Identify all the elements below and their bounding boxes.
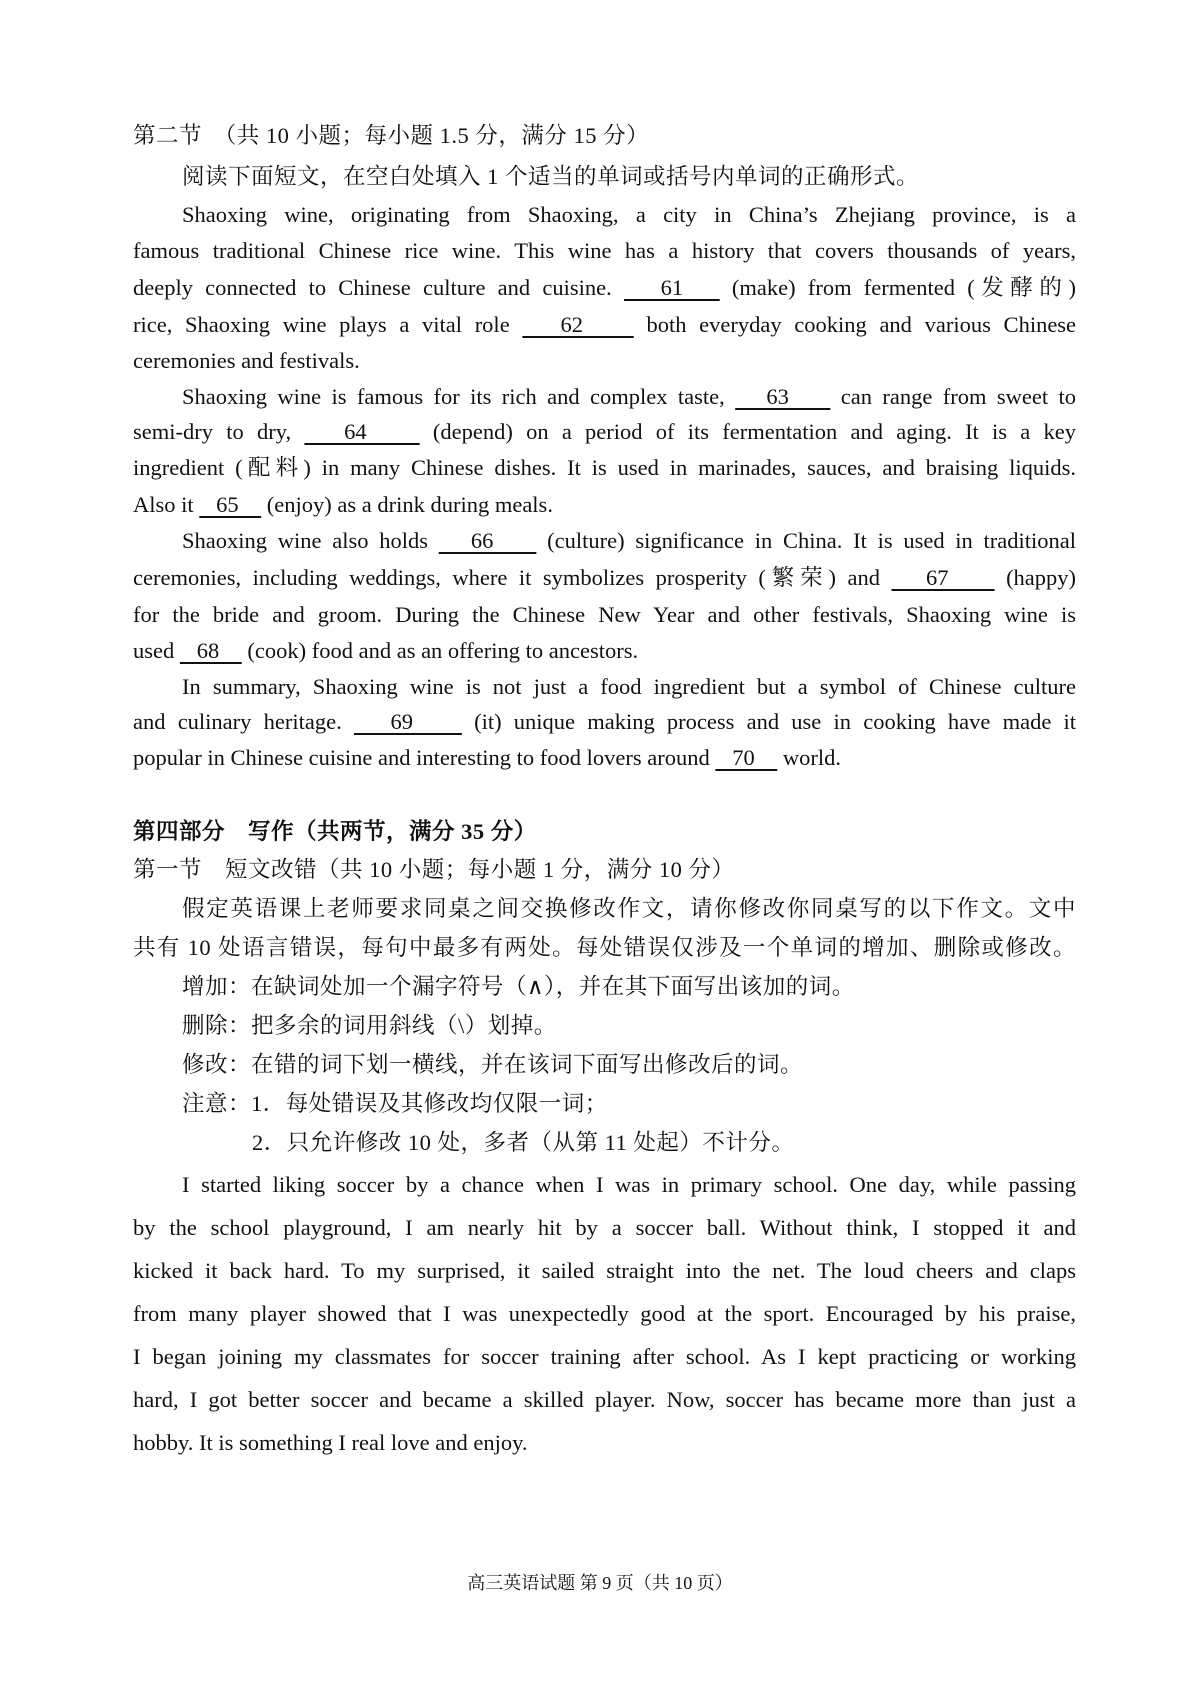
passage-line xyxy=(182,526,1076,556)
note-1: 注意：1．每处错误及其修改均仅限一词； xyxy=(182,1091,608,1116)
essay-line: from many player showed that I was unexpectedly good at the sport. Encouraged by his praise, xyxy=(133,1301,1076,1326)
passage-line xyxy=(133,563,1076,593)
passage-text: (culture) significance in China. It is used in traditional xyxy=(547,528,1077,553)
passage-text: world. xyxy=(782,745,841,770)
passage-line: Shaoxing wine, originating from Shaoxing, a city in China’s Zhejiang province, is a xyxy=(182,202,1076,227)
passage-text: semi-dry to dry, xyxy=(133,419,292,444)
rule-delete: 删除：把多余的词用斜线（\）划掉。 xyxy=(182,1013,557,1038)
passage-line xyxy=(133,743,1076,773)
passage-text: rice, Shaoxing wine plays a vital role xyxy=(133,312,510,337)
passage-text: deeply connected to Chinese culture and cuisine. xyxy=(133,275,612,300)
section-heading: 第一节 短文改错（共 10 小题；每小题 1 分，满分 10 分） xyxy=(133,857,735,882)
page-footer: 高三英语试题 第 9 页（共 10 页） xyxy=(467,1573,733,1593)
passage-text: both everyday cooking and various Chinese xyxy=(646,312,1077,337)
part-heading: 第四部分 写作（共两节，满分 35 分） xyxy=(133,819,537,844)
essay-line: I started liking soccer by a chance when I was in primary school. One day, while passing xyxy=(182,1172,1076,1197)
section-instruction: 共有 10 处语言错误，每句中最多有两处。每处错误仅涉及一个单词的增加、删除或修改。 xyxy=(133,935,1076,960)
blank-63: 63 xyxy=(735,384,831,409)
blank-68: 68 xyxy=(179,638,242,663)
essay-line: hard, I got better soccer and became a skilled player. Now, soccer has became more than just a xyxy=(133,1387,1076,1412)
essay-line: hobby. It is something I real love and enjoy. xyxy=(133,1430,528,1455)
blank-65: 65 xyxy=(199,492,262,517)
blank-62: 62 xyxy=(522,312,634,337)
passage-text: (depend) on a period of its fermentation and aging. It is a key xyxy=(432,419,1077,444)
passage-line xyxy=(182,382,1076,412)
passage-text: (enjoy) as a drink during meals. xyxy=(266,492,553,517)
passage-line xyxy=(133,707,1076,737)
rule-add: 增加：在缺词处加一个漏字符号（∧），并在其下面写出该加的词。 xyxy=(182,974,855,999)
passage-line: ceremonies and festivals. xyxy=(133,348,360,373)
passage-line: famous traditional Chinese rice wine. This wine has a history that covers thousands of years, xyxy=(133,238,1076,263)
passage-text: can range from sweet to xyxy=(840,384,1077,409)
passage-line xyxy=(133,490,1076,520)
passage-text: Also it xyxy=(133,492,194,517)
passage-text: used xyxy=(133,638,175,663)
essay-line: by the school playground, I am nearly hit by a soccer ball. Without think, I stopped it and xyxy=(133,1215,1076,1240)
passage-line xyxy=(133,273,1076,303)
passage-line xyxy=(133,310,1076,340)
passage-text: Shaoxing wine also holds xyxy=(182,528,428,553)
passage-text: ceremonies, including weddings, where it symbolizes prosperity (繁荣) and xyxy=(133,565,880,590)
passage-line: ingredient (配料) in many Chinese dishes. It is used in marinades, sauces, and braising liquids. xyxy=(133,455,1076,480)
section-instruction: 假定英语课上老师要求同桌之间交换修改作文，请你修改你同桌写的以下作文。文中 xyxy=(182,896,1076,921)
essay-line: kicked it back hard. To my surprised, it sailed straight into the net. The loud cheers and claps xyxy=(133,1258,1076,1283)
passage-text: (happy) xyxy=(1006,565,1077,590)
passage-text: (it) unique making process and use in cooking have made it xyxy=(474,709,1077,734)
passage-text: and culinary heritage. xyxy=(133,709,342,734)
blank-66: 66 xyxy=(438,528,537,553)
blank-70: 70 xyxy=(715,745,778,770)
blank-67: 67 xyxy=(891,565,995,590)
blank-61: 61 xyxy=(623,275,720,300)
section-heading: 第二节 （共 10 小题；每小题 1.5 分，满分 15 分） xyxy=(133,123,650,148)
passage-text: (cook) food and as an offering to ancestors. xyxy=(247,638,639,663)
rule-modify: 修改：在错的词下划一横线，并在该词下面写出修改后的词。 xyxy=(182,1052,804,1077)
blank-69: 69 xyxy=(353,709,462,734)
passage-line xyxy=(133,417,1076,447)
note-2: 2．只允许修改 10 处，多者（从第 11 处起）不计分。 xyxy=(252,1130,795,1155)
passage-line: for the bride and groom. During the Chinese New Year and other festivals, Shaoxing wine is xyxy=(133,602,1076,627)
passage-text: Shaoxing wine is famous for its rich and complex taste, xyxy=(182,384,725,409)
passage-text: popular in Chinese cuisine and interesting to food lovers around xyxy=(133,745,710,770)
passage-text: (make) from fermented (发酵的) xyxy=(731,275,1077,300)
passage-line: In summary, Shaoxing wine is not just a food ingredient but a symbol of Chinese culture xyxy=(182,674,1076,699)
passage-line xyxy=(133,636,1076,666)
essay-line: I began joining my classmates for soccer training after school. As I kept practicing or working xyxy=(133,1344,1076,1369)
section-instruction: 阅读下面短文，在空白处填入 1 个适当的单词或括号内单词的正确形式。 xyxy=(182,164,920,189)
blank-64: 64 xyxy=(304,419,420,444)
